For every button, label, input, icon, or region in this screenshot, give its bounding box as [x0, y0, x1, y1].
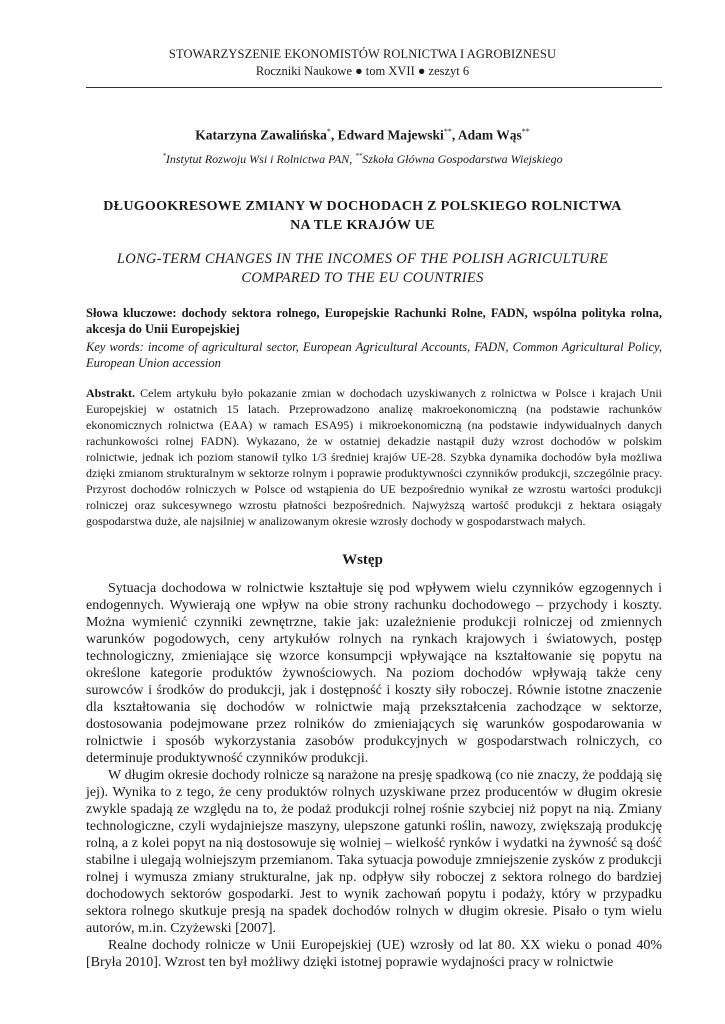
- author-separator: ,: [451, 127, 458, 143]
- section-heading: Wstęp: [342, 552, 383, 568]
- abstract-text: Celem artykułu było pokazanie zmian w dochodach uzyskiwanych z rolnictwa w Polsce i krajach Unii Europejskiej w ostatnich 15 latach. Przeprowadzono analizę makroekonomiczną (na podstawie rachunków ekonomicznych rolnictwa (EAA) w ramach ESA95) i mikroekonomiczną (na podstawie indywidualnych danych rachunkowości rolnej FADN). Wykazano, że w ostatniej dekadzie nastąpił duży wzrost dochodów w polskim rolnictwie, jednak ich poziom stanowił tylko 1/3 średniej krajów UE-28. Szybka dynamika dochodów była możliwa dzięki zmianom strukturalnym w sektorze rolnym i poprawie produktywności czynników produkcji, szczególnie pracy. Przyrost dochodów rolniczych w Polsce od wstąpienia do UE bezpośrednio wynikał ze wzrostu wartości produkcji rolniczej oraz sukcesywnego wzrostu płatności bezpośrednich. Najwyższą wartość produkcji z hektara osiągały gospodarstwa duże, ale najsilniej w analizowanym okresie wzrosły dochody w gospodarstwach małych.: [86, 386, 662, 528]
- body-text: [86, 580, 662, 971]
- affiliations: [0, 152, 725, 167]
- author-name: Adam Wąs: [457, 127, 522, 143]
- journal-association: STOWARZYSZENIE EKONOMISTÓW ROLNICTWA I AGROBIZNESU: [168, 47, 557, 61]
- affiliation-text: Szkoła Główna Gospodarstwa Wiejskiego: [362, 152, 563, 166]
- author-separator: ,: [330, 127, 338, 143]
- affiliation-text: Instytut Rozwoju Wsi i Rolnictwa PAN,: [165, 152, 356, 166]
- body-paragraph: Sytuacja dochodowa w rolnictwie kształtuje się pod wpływem wielu czynników egzogennych i endogennych. Wywierają one wpływ na obie strony rachunku dochodowego – przychody i koszty. Można wymienić czynniki zewnętrzne, takie jak: uzależnienie produkcji rolniczej od zmiennych warunków pogodowych, ceny artykułów rolnych na rynkach krajowych i światowych, postęp technologiczny, zmieniające się wzorce konsumpcji wpływające na kształtowanie się popytu na określone kategorie produktów żywnościowych. Na poziom dochodów wpływają także ceny surowców i środków do produkcji, jak i dostępność i koszty siły roboczej. Równie istotne znaczenie dla kształtowania się dochodów w rolnictwie mają przekształcenia zachodzące w sektorze, dostosowania podejmowane przez rolników do zmieniających się warunków gospodarowania w rolnictwie i sposób wykorzystania zasobów produkcyjnych w gospodarstwach rolniczych, co determinuje produktywność czynników produkcji.: [86, 581, 662, 766]
- header-rule: [86, 87, 662, 88]
- author-name: Katarzyna Zawalińska: [195, 127, 327, 143]
- abstract: [86, 385, 662, 529]
- affiliation-mark: *: [162, 152, 166, 160]
- title-polish: DŁUGOOKRESOWE ZMIANY W DOCHODACH Z POLSKIEGO ROLNICTWA NA TLE KRAJÓW UE: [103, 199, 622, 233]
- affiliation-mark: **: [521, 127, 530, 136]
- body-paragraph: Realne dochody rolnicze w Unii Europejskiej (UE) wzrosły od lat 80. XX wieku o ponad 40% [Bryła 2010]. Wzrost ten był możliwy dzięki istotnej poprawie wydajności pracy w rolnictwie: [86, 938, 662, 970]
- affiliation-mark: **: [355, 152, 363, 160]
- keywords-polish: Słowa kluczowe: dochody sektora rolnego, Europejskie Rachunki Rolne, FADN, wspólna polityka rolna, akcesja do Unii Europejskiej: [86, 306, 662, 336]
- keywords-english: Key words: income of agricultural sector, European Agricultural Accounts, FADN, Common Agricultural Policy, European Union accession: [86, 340, 662, 370]
- title-english: LONG-TERM CHANGES IN THE INCOMES OF THE POLISH AGRICULTURE COMPARED TO THE EU COUNTRIES: [116, 251, 609, 286]
- author-list: [0, 127, 725, 144]
- affiliation-mark: **: [443, 127, 452, 136]
- journal-series: Roczniki Naukowe ● tom XVII ● zeszyt 6: [255, 64, 470, 78]
- body-paragraph: W długim okresie dochody rolnicze są narażone na presję spadkową (co nie znaczy, że poddają się jej). Wynika to z tego, że ceny produktów rolnych uzyskiwane przez producentów w długim okresie zwykle spadają ze względu na to, że podaż produkcji rolnej rośnie szybciej niż popyt na nią. Zmiany technologiczne, czyli wydajniejsze maszyny, ulepszone gatunki roślin, nawozy, zwiększają produkcję rolną, a z kolei popyt na nią dostosowuje się wolniej – wielkość rynków i wydatki na żywność są dość stabilne i ulegają wolniejszym przemianom. Taka sytuacja powoduje zmniejszenie zysków z produkcji rolnej i wymusza zmiany strukturalne, jak np. odpływ siły roboczej z sektora rolnego do bardziej dochodowych sektorów gospodarki. Jest to wynik zachowań popytu i podaży, który w przypadku sektora rolnego skutkuje presją na spadek dochodów rolnych w długim okresie. Pisało o tym wielu autorów, m.in. Czyżewski [2007].: [86, 768, 662, 936]
- author-name: Edward Majewski: [337, 127, 444, 143]
- affiliation-mark: *: [326, 127, 331, 136]
- abstract-label: Abstrakt.: [86, 386, 136, 400]
